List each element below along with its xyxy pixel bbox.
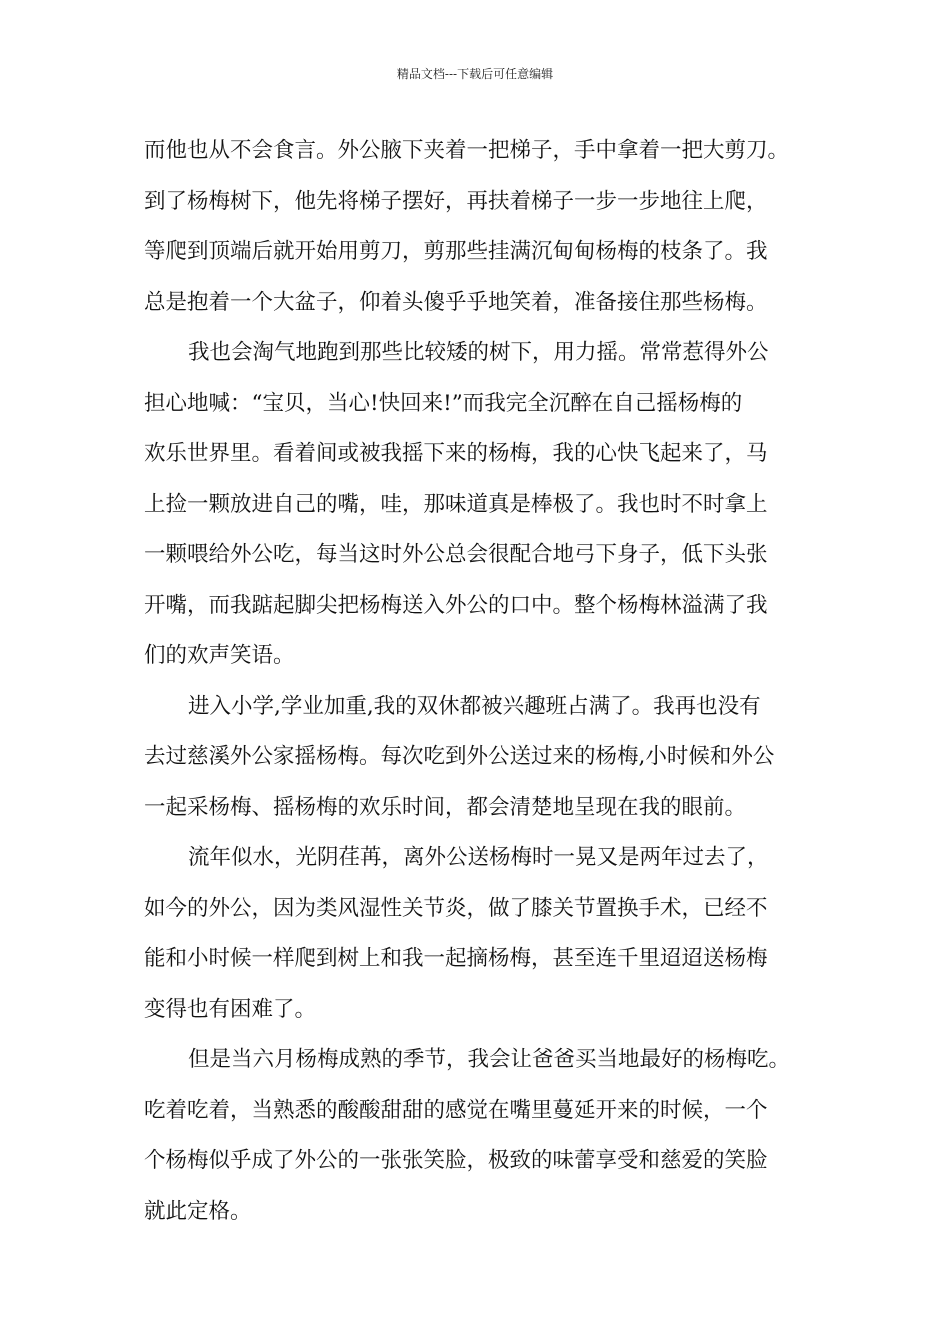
text-line: 总是抱着一个大盆子，仰着头傻乎乎地笑着，准备接住那些杨梅。 [144, 289, 768, 315]
text-line: 个杨梅似乎成了外公的一张张笑脸，极致的味蕾享受和慈爱的笑脸 [144, 1148, 768, 1173]
text-line: 但是当六月杨梅成熟的季节，我会让爸爸买当地最好的杨梅吃。 [188, 1047, 791, 1072]
text-line: 欢乐世界里。看着间或被我摇下来的杨梅，我的心快飞起来了，马 [144, 441, 768, 466]
text-line: 们的欢声笑语。 [144, 643, 295, 668]
text-line: 就此定格。 [144, 1198, 252, 1224]
text-line: 等爬到顶端后就开始用剪刀，剪那些挂满沉甸甸杨梅的枝条了。我 [144, 239, 768, 264]
text-line: 上捡一颗放进自己的嘴，哇，那味道真是棒极了。我也时不时拿上 [144, 491, 768, 517]
text-line: 流年似水，光阴荏苒，离外公送杨梅时一晃又是两年过去了， [188, 845, 769, 870]
text-line: 进入小学,学业加重,我的双休都被兴趣班占满了。我再也没有 [188, 693, 761, 719]
text-line: 开嘴，而我踮起脚尖把杨梅送入外公的口中。整个杨梅林溢满了我 [144, 592, 768, 618]
body-text [144, 126, 809, 1237]
text-line: 一起采杨梅、摇杨梅的欢乐时间，都会清楚地呈现在我的眼前。 [144, 794, 747, 820]
page-header: 精品文档---下载后可任意编辑 [396, 67, 554, 81]
text-line: 变得也有困难了。 [144, 996, 317, 1022]
text-line: 到了杨梅树下，他先将梯子摆好，再扶着梯子一步一步地往上爬， [144, 188, 768, 214]
text-line: 一颗喂给外公吃，每当这时外公总会很配合地弓下身子，低下头张 [144, 542, 768, 567]
text-line: 担心地喊：“宝贝，当心!快回来!”而我完全沉醉在自己摇杨梅的 [144, 390, 743, 416]
text-line: 吃着吃着，当熟悉的酸酸甜甜的感觉在嘴里蔓延开来的时候，一个 [144, 1097, 768, 1123]
text-line: 我也会淘气地跑到那些比较矮的树下，用力摇。常常惹得外公 [188, 340, 769, 365]
text-line: 去过慈溪外公家摇杨梅。每次吃到外公送过来的杨梅,小时候和外公 [144, 744, 775, 769]
text-line: 而他也从不会食言。外公腋下夹着一把梯子，手中拿着一把大剪刀。 [144, 138, 790, 163]
text-line: 如今的外公，因为类风湿性关节炎，做了膝关节置换手术，已经不 [144, 895, 768, 921]
text-line: 能和小时候一样爬到树上和我一起摘杨梅，甚至连千里迢迢送杨梅 [144, 946, 768, 971]
